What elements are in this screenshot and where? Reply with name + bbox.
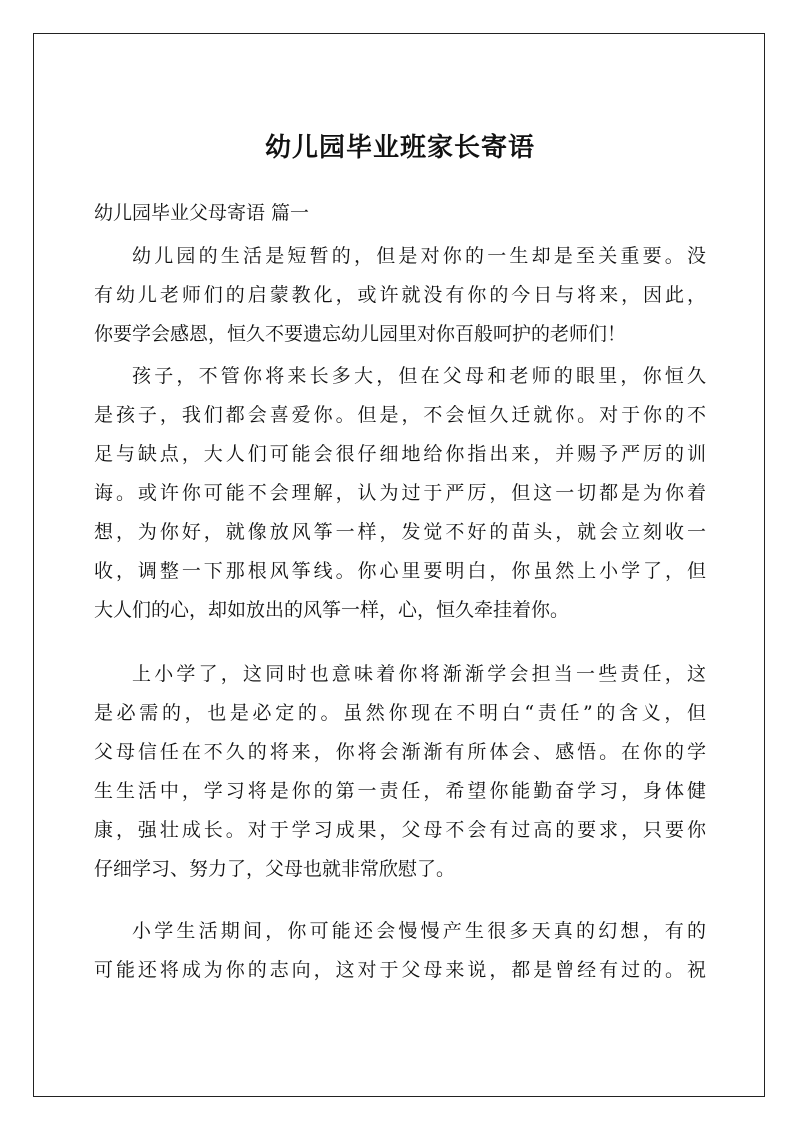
paragraph-line: 父母信任在不久的将来，你将会渐渐有所体会、感悟。在你的学 [94,741,706,763]
paragraph-line: 孩子，不管你将来长多大，但在父母和老师的眼里，你恒久 [132,365,706,387]
paragraph-line: 可能还将成为你的志向，这对于父母来说，都是曾经有过的。祝 [94,959,706,981]
paragraph-2 [94,357,706,630]
paragraph-line: 仔细学习、努力了，父母也就非常欣慰了。 [94,858,456,880]
paragraph-line: 是孩子，我们都会喜爱你。但是，不会恒久迁就你。对于你的不 [94,404,706,426]
paragraph-line: 生生活中，学习将是你的第一责任，希望你能勤奋学习，身体健 [94,780,706,802]
paragraph-line: 上小学了，这同时也意味着你将渐渐学会担当一些责任，这 [132,663,706,685]
paragraph-line: 幼儿园的生活是短暂的，但是对你的一生却是至关重要。没 [132,245,706,267]
paragraph-line: 是必需的，也是必定的。虽然你现在不明白“责任”的含义，但 [94,702,706,724]
paragraph-line: 想，为你好，就像放风筝一样，发觉不好的苗头，就会立刻收一 [94,521,706,543]
paragraph-line: 有幼儿老师们的启蒙教化，或许就没有你的今日与将来，因此， [94,284,706,306]
document-title: 幼儿园毕业班家长寄语 [264,133,535,163]
paragraph-line: 诲。或许你可能不会理解，认为过于严厉，但这一切都是为你着 [94,482,706,504]
paragraph-line: 你要学会感恩，恒久不要遗忘幼儿园里对你百般呵护的老师们！ [94,323,627,345]
paragraph-1 [94,237,706,354]
paragraph-3 [94,655,706,889]
paragraph-line: 康，强壮成长。对于学习成果，父母不会有过高的要求，只要你 [94,819,706,841]
paragraph-4 [94,912,706,990]
paragraph-line: 足与缺点，大人们可能会很仔细地给你指出来，并赐予严厉的训 [94,443,706,465]
section-subtitle: 幼儿园毕业父母寄语 篇一 [94,202,310,224]
paragraph-line: 小学生活期间，你可能还会慢慢产生很多天真的幻想，有的 [132,920,706,942]
paragraph-line: 收，调整一下那根风筝线。你心里要明白，你虽然上小学了，但 [94,560,706,582]
paragraph-line: 大人们的心，却如放出的风筝一样，心，恒久牵挂着你。 [94,599,570,621]
